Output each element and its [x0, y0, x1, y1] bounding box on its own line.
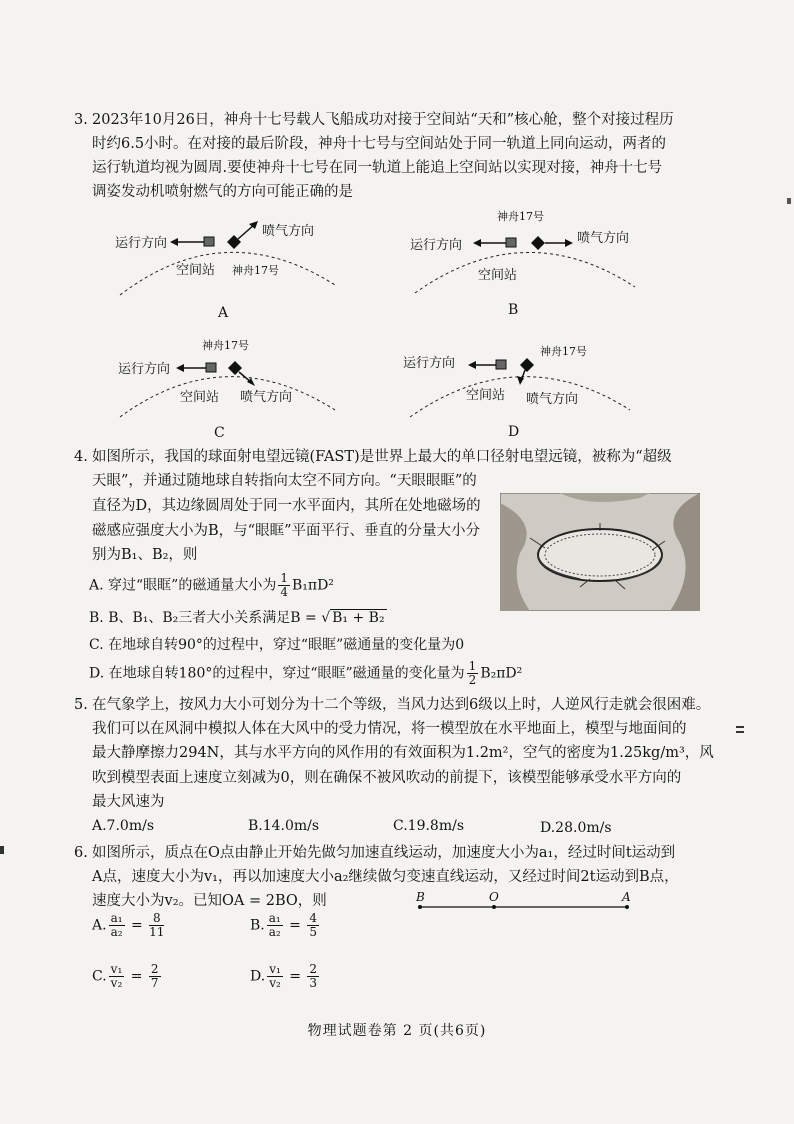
numerator: 2 — [309, 962, 318, 976]
numerator: 2 — [150, 962, 159, 976]
option-a-formula: B₁πD² — [291, 577, 334, 594]
point-o-label: O — [489, 890, 499, 904]
direction-label: 运行方向 — [118, 362, 171, 377]
option-a-text: A. 穿过“眼眶”的磁通量大小为 — [89, 577, 277, 594]
fraction — [307, 963, 319, 990]
option-letter: D. — [250, 968, 266, 985]
question-text-line: 吹到模型表面上速度立刻减为0，则在确保不被风吹动的前提下，该模型能够承受水平方向的 — [92, 770, 682, 786]
denominator: 7 — [150, 976, 159, 990]
question-text-line: 天眼”，并通过随地球自转指向太空不同方向。“天眼眼眶”的 — [92, 473, 477, 489]
numerator: v₁ — [110, 962, 123, 976]
fraction — [149, 912, 164, 939]
question-number: 6. — [74, 845, 88, 861]
direction-label: 运行方向 — [403, 356, 456, 371]
option-d-formula: B₂πD² — [480, 665, 523, 682]
direction-label: 运行方向 — [115, 236, 168, 251]
question-text-line: 我们可以在风洞中模拟人体在大风中的受力情况，将一模型放在水平地面上，模型与地面间的 — [92, 721, 687, 737]
question-text-line: 直径为D，其边缘圆周处于同一水平面内，其所在处地磁场的 — [92, 498, 481, 514]
ship-label: 神舟17号 — [202, 339, 249, 352]
question-text-line: 调姿发动机喷射燃气的方向可能正确的是 — [92, 184, 353, 200]
motion-line-diagram — [412, 890, 637, 920]
numerator: 1 — [280, 571, 288, 585]
fraction — [467, 660, 479, 687]
question-text-line: 最大静摩擦力294N，其与水平方向的风作用的有效面积为1.2m²，空气的密度为1.25kg/m³，风 — [92, 745, 714, 761]
direction-label: 运行方向 — [410, 238, 463, 253]
diagram-caption: D — [508, 424, 520, 440]
numerator: 4 — [309, 911, 317, 925]
scan-mark — [736, 726, 744, 728]
denominator: 11 — [149, 925, 165, 939]
scan-mark — [736, 731, 744, 733]
denominator: 3 — [309, 976, 318, 990]
numerator: a₁ — [110, 911, 123, 925]
diagram-caption: B — [508, 302, 519, 318]
option-c: C. 在地球自转90°的过程中，穿过“眼眶”磁通量的变化量为0 — [89, 637, 465, 653]
option-a: A. $\frac{\text{a₁}}{\text{a₂}}$ = $\frac{8}{11}$ — [92, 911, 165, 939]
denominator: 5 — [309, 925, 317, 939]
fraction — [109, 912, 125, 939]
denominator: 2 — [468, 673, 477, 687]
point-b-label: B — [416, 890, 425, 904]
jet-label: 喷气方向 — [240, 390, 293, 405]
station-label: 空间站 — [478, 268, 518, 283]
question-number: 4. — [74, 449, 88, 465]
question-text-line: 最大风速为 — [92, 794, 165, 810]
fraction — [267, 912, 283, 939]
fraction — [149, 963, 161, 990]
question-text-line: 如图所示，我国的球面射电望远镜(FAST)是世界上最大的单口径射电望远镜，被称为“超级 — [92, 449, 672, 465]
jet-label: 喷气方向 — [262, 224, 315, 239]
question-text-line: 在气象学上，按风力大小可划分为十二个等级，当风力达到6级以上时，人逆风行走就会很困难。 — [92, 697, 711, 713]
option-d: D. $\frac{\text{v₁}}{\text{v₂}}$ = $\frac{2}{3}$ — [250, 962, 318, 990]
option-c: C. $\frac{\text{v₁}}{\text{v₂}}$ = $\frac{2}{7}$ — [92, 962, 159, 990]
question-text-line: 时约6.5小时。在对接的最后阶段，神舟十七号与空间站处于同一轨道上同向运动，两者的 — [92, 136, 667, 152]
question-number: 3. — [74, 112, 88, 128]
scan-mark — [787, 198, 791, 204]
option-a: A.7.0m/s — [92, 818, 155, 834]
orbit-diagram-c — [110, 345, 350, 425]
diagram-caption: C — [214, 425, 225, 441]
sqrt-sign: √ — [321, 610, 331, 626]
ship-label: 神舟17号 — [232, 264, 279, 277]
question-text-line: 2023年10月26日，神舟十七号载人飞船成功对接于空间站“天和”核心舱，整个对接过程历 — [92, 112, 674, 128]
station-label: 空间站 — [466, 388, 506, 403]
numerator: 8 — [149, 912, 164, 926]
fraction — [278, 572, 290, 599]
option-letter: A. — [92, 917, 107, 934]
numerator: a₁ — [268, 911, 281, 925]
option-a — [89, 572, 334, 599]
question-text-line: 运行轨道均视为圆周.要使神舟十七号在同一轨道上能追上空间站以实现对接，神舟十七号 — [92, 160, 663, 176]
numerator: v₁ — [269, 962, 281, 976]
numerator: 1 — [468, 659, 477, 673]
jet-label: 喷气方向 — [526, 392, 579, 407]
question-text-line: A点，速度大小为v₁，再以加速度大小a₂继续做匀变速直线运动，又经过时间2t运动到B点， — [92, 869, 679, 885]
scan-mark — [0, 846, 4, 854]
question-number: 5. — [74, 697, 88, 713]
fraction — [267, 963, 283, 990]
page-footer: 物理试题卷第 2 页(共6页) — [307, 1023, 487, 1039]
station-label: 空间站 — [180, 390, 220, 405]
radicand: B₁ + B₂ — [332, 610, 385, 626]
ship-label: 神舟17号 — [497, 210, 544, 223]
station-label: 空间站 — [176, 263, 216, 278]
option-letter: B. — [250, 917, 265, 934]
option-b-text: B. B、B₁、B₂三者大小关系满足B = — [89, 610, 317, 626]
denominator: v₂ — [110, 976, 123, 990]
option-b: B. $\frac{\text{a₁}}{\text{a₂}}$ = $\frac{4}{5}$ — [250, 911, 317, 939]
diagram-caption: A — [218, 305, 229, 321]
option-b: B.14.0m/s — [248, 818, 320, 834]
denominator: a₂ — [110, 925, 123, 939]
denominator: 4 — [280, 585, 288, 599]
point-a-label: A — [622, 890, 631, 904]
jet-label: 喷气方向 — [577, 231, 630, 246]
option-d: D.28.0m/s — [540, 820, 612, 836]
question-text-line: 磁感应强度大小为B，与“眼眶”平面平行、垂直的分量大小分 — [92, 523, 480, 539]
option-letter: C. — [92, 968, 107, 985]
fast-telescope-photo — [500, 493, 700, 611]
question-text-line: 速度大小为v₂。已知OA = 2BO，则 — [92, 893, 327, 909]
option-d — [89, 660, 522, 687]
ship-label: 神舟17号 — [540, 345, 587, 358]
fraction — [307, 912, 319, 939]
denominator: v₂ — [269, 976, 281, 990]
option-b — [89, 607, 387, 627]
question-text-line: 别为B₁、B₂，则 — [92, 547, 198, 563]
fraction — [109, 963, 125, 990]
denominator: a₂ — [268, 925, 281, 939]
option-d-text: D. 在地球自转180°的过程中，穿过“眼眶”磁通量的变化量为 — [89, 665, 465, 682]
question-text-line: 如图所示，质点在O点由静止开始先做匀加速直线运动，加速度大小为a₁，经过时间t运动到 — [92, 845, 676, 861]
option-c: C.19.8m/s — [393, 818, 465, 834]
